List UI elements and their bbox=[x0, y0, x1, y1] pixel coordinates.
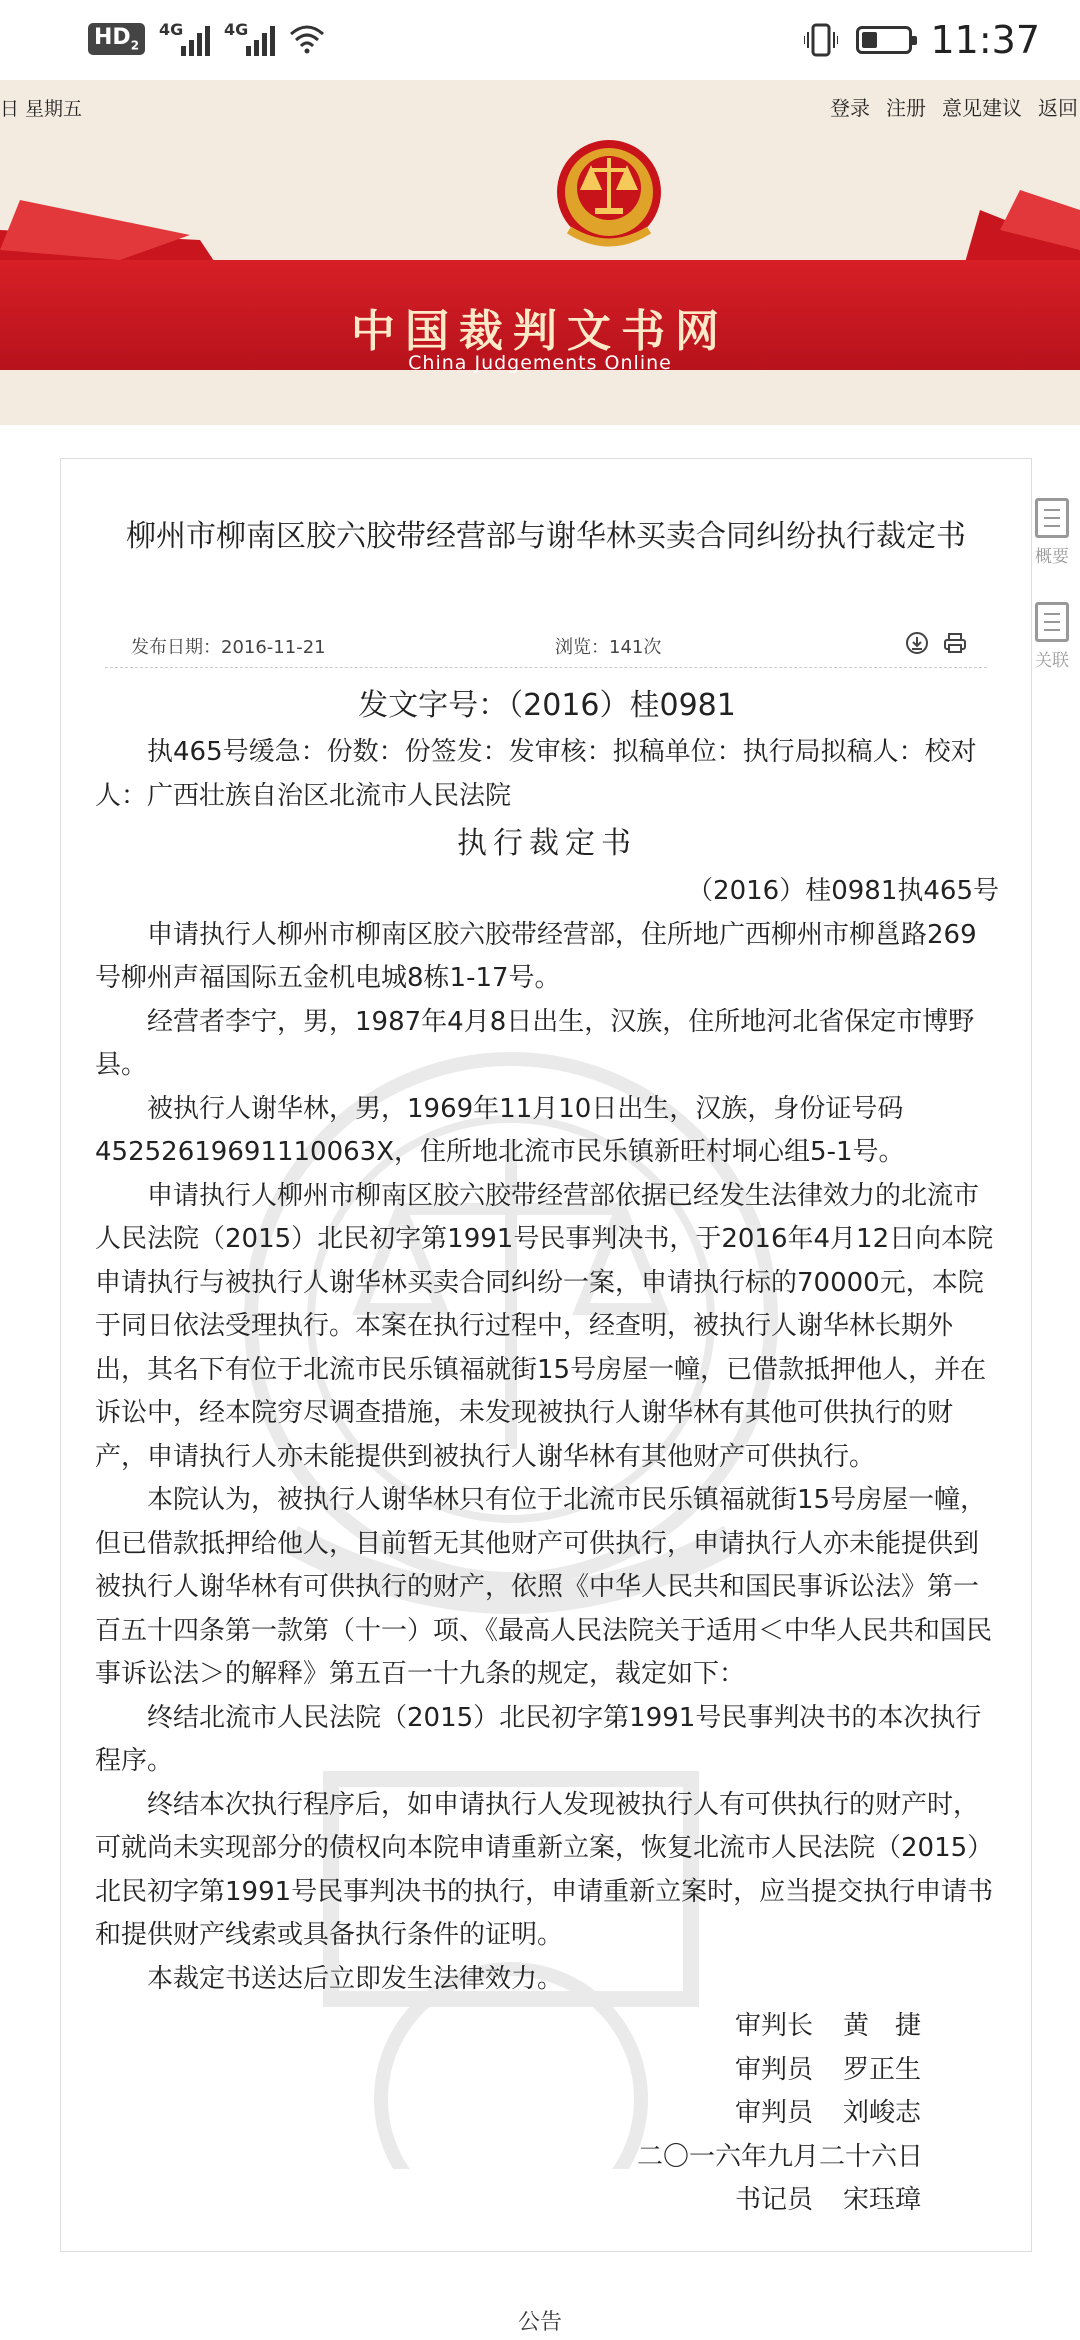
document-title: 柳州市柳南区胶六胶带经营部与谢华林买卖合同纠纷执行裁定书 bbox=[126, 519, 966, 554]
view-count: 浏览：141次 bbox=[555, 637, 662, 658]
cellular-signal-icon: 4G bbox=[159, 22, 210, 56]
top-bar bbox=[0, 80, 1080, 130]
paragraph: 终结北流市人民法院（2015）北民初字第1991号民事判决书的本次执行程序。 bbox=[95, 1702, 982, 1776]
paragraph: 本裁定书送达后立即发生法律效力。 bbox=[147, 1963, 564, 1994]
signature-clerk: 书记员 宋珏璋 bbox=[735, 2185, 922, 2215]
publish-date: 发布日期：2016-11-21 bbox=[131, 637, 326, 658]
paragraph: 终结本次执行程序后，如申请执行人发现被执行人有可供执行的财产时，可就尚未实现部分的债权向本院申请重新立案，恢复北流市人民法院（2015）北民初字第1991号民事判决书的执行，申请重新立案时，应当提交执行申请书和提供财产线索或具备执行条件的证明。 bbox=[95, 1789, 994, 1950]
vibrate-icon bbox=[804, 22, 838, 58]
register-link[interactable]: 注册 bbox=[886, 96, 926, 120]
signature-judge-1: 审判员 罗正生 bbox=[735, 2054, 922, 2085]
signature-date: 二〇一六年九月二十六日 bbox=[637, 2141, 924, 2172]
status-left bbox=[88, 22, 325, 56]
summary-tool-label: 概要 bbox=[1035, 547, 1069, 567]
paragraph: 被执行人谢华林，男，1969年11月10日出生，汉族，身份证号码45252619691110063X，住所地北流市民乐镇新旺村垌心组5-1号。 bbox=[95, 1093, 905, 1167]
wifi-icon bbox=[289, 24, 325, 54]
doc-kind: 执行裁定书 bbox=[457, 826, 637, 861]
document-card bbox=[60, 458, 1032, 2252]
paragraph: 申请执行人柳州市柳南区胶六胶带经营部依据已经发生法律效力的北流市人民法院（2015）北民初字第1991号民事判决书，于2016年4月12日向本院申请执行与被执行人谢华林买卖合同纠纷一案，申请执行标的70000元，本院于同日依法受理执行。本案在执行过程中，经查明，被执行人谢华林长期外出，其名下有位于北流市民乐镇福就街15号房屋一幢，已借款抵押他人，并在诉讼中，经本院穷尽调查措施，未发现被执行人谢华林有其他可供执行的财产，申请执行人亦未能提供到被执行人谢华林有其他财产可供执行。 bbox=[95, 1180, 994, 1472]
date-text: 日 星期五 bbox=[0, 98, 83, 120]
print-icon[interactable] bbox=[943, 631, 967, 655]
related-tool-label: 关联 bbox=[1035, 651, 1069, 671]
battery-icon bbox=[856, 26, 912, 54]
announcement-label[interactable]: 公告 bbox=[517, 2310, 562, 2335]
download-icon[interactable] bbox=[905, 631, 929, 655]
doc-number: 发文字号：（2016）桂0981 bbox=[358, 688, 736, 723]
signature-judge-2: 审判员 刘峻志 bbox=[735, 2098, 922, 2128]
back-link[interactable]: 返回 bbox=[1038, 96, 1078, 120]
paragraph: 经营者李宁，男，1987年4月8日出生，汉族，住所地河北省保定市博野县。 bbox=[95, 1006, 975, 1080]
paragraph: 申请执行人柳州市柳南区胶六胶带经营部，住所地广西柳州市柳邕路269号柳州声福国际五金机电城8栋1-17号。 bbox=[95, 919, 977, 993]
hd-voice-icon: $HD_2$ bbox=[88, 23, 145, 54]
signature-block bbox=[95, 2005, 999, 2223]
status-right bbox=[804, 18, 1040, 62]
cellular-signal-icon-2: 4G bbox=[224, 22, 275, 56]
document-list-icon bbox=[1035, 602, 1069, 642]
paragraph: 本院认为，被执行人谢华林只有位于北流市民乐镇福就街15号房屋一幢，但已借款抵押给他人，目前暂无其他财产可供执行，申请执行人亦未能提供到被执行人谢华林有可供执行的财产，依照《中华人民共和国民事诉讼法》第一百五十四条第一款第（十一）项、《最高人民法院关于适用＜中华人民共和国民事诉讼法＞的解释》第五百一十九条的规定，裁定如下： bbox=[95, 1485, 993, 1689]
clock: 11:37 bbox=[930, 18, 1040, 62]
document-meta bbox=[105, 627, 987, 668]
document-list-icon bbox=[1035, 498, 1069, 538]
related-tool[interactable] bbox=[1028, 602, 1076, 671]
site-title: 中国裁判文书网 bbox=[351, 306, 729, 357]
signature-presiding-judge: 审判长 黄 捷 bbox=[735, 2011, 922, 2041]
site-subtitle: China Judgements Online bbox=[408, 352, 672, 374]
header-line: 执465号缓急：份数：份签发：发审核：拟稿单位：执行局拟稿人：校对人：广西壮族自治区北流市人民法院 bbox=[95, 737, 977, 811]
court-emblem-icon bbox=[549, 130, 669, 260]
feedback-link[interactable]: 意见建议 bbox=[942, 96, 1022, 120]
case-number: （2016）桂0981执465号 bbox=[687, 876, 999, 906]
document-body bbox=[95, 681, 999, 2223]
login-link[interactable]: 登录 bbox=[830, 96, 870, 120]
site-header-banner bbox=[0, 80, 1080, 425]
summary-tool[interactable] bbox=[1028, 498, 1076, 567]
top-links bbox=[830, 92, 1078, 121]
status-bar bbox=[0, 0, 1080, 80]
document-actions bbox=[905, 631, 967, 655]
